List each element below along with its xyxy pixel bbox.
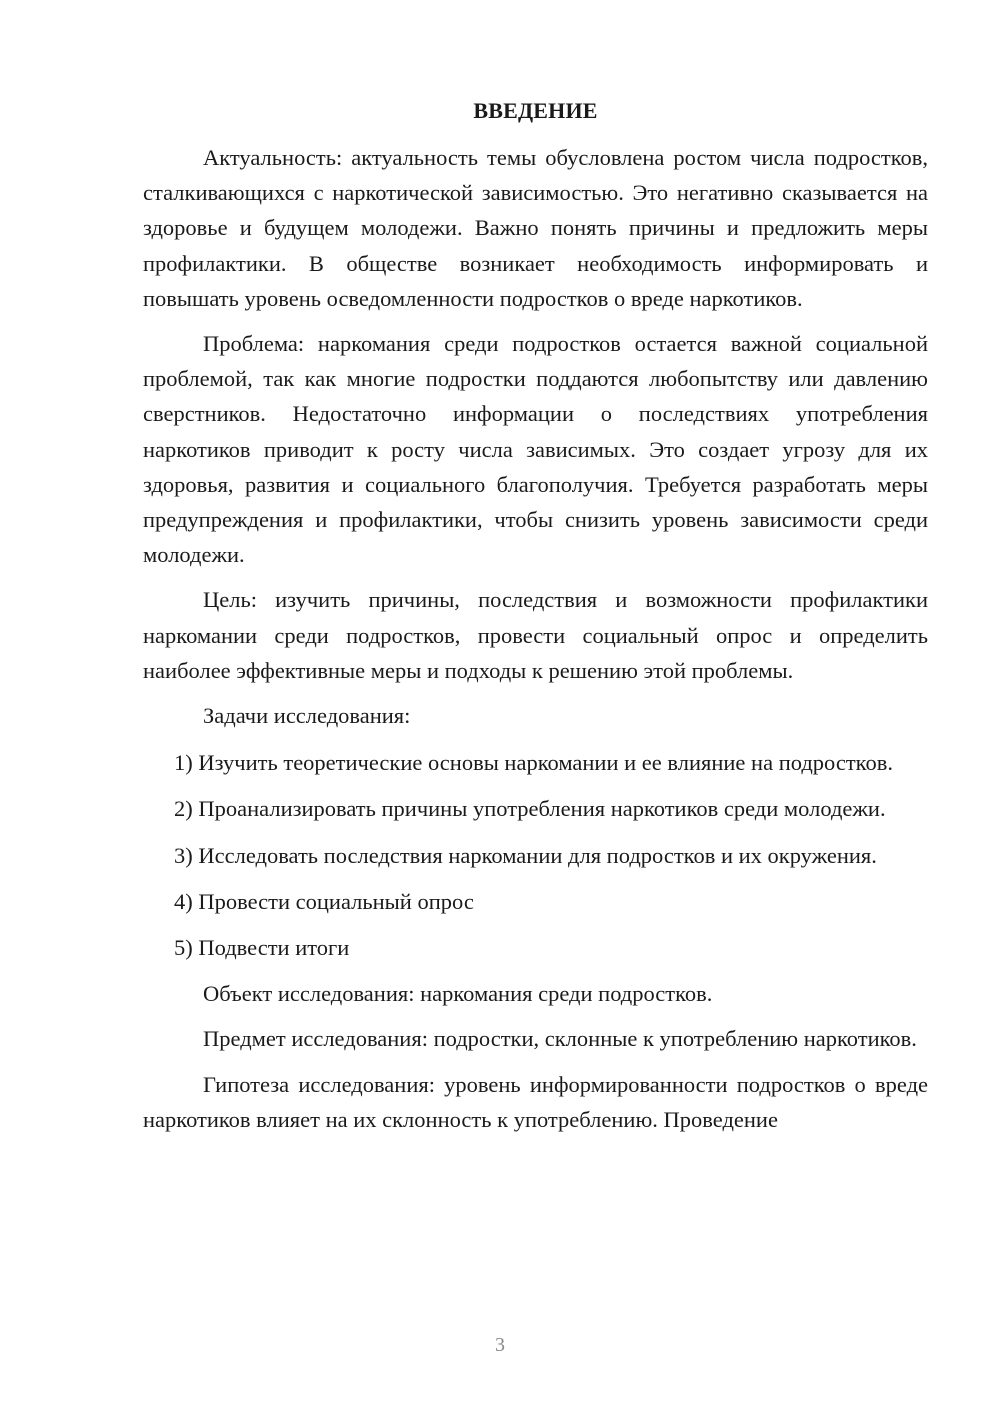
list-item-number: 5) (174, 935, 193, 961)
list-item (143, 838, 928, 873)
page-number: 3 (495, 1334, 505, 1356)
list-item-text: Исследовать последствия наркомании для подростков и их окружения. (198, 842, 877, 868)
list-item-text: Изучить теоретические основы наркомании и ее влияние на подростков. (198, 750, 893, 776)
list-item (143, 884, 928, 919)
list-item (143, 930, 928, 965)
paragraph-problem: Проблема: наркомания среди подростков остается важной социальной проблемой, так как многие подростки поддаются любопытству или давлению сверстников. Недостаточно информации о последствиях употребления наркотиков приводит к росту числа зависимых. Это создает угрозу для их здоровья, развития и социального благополучия. Требуется разработать меры предупреждения и профилактики, чтобы снизить уровень зависимости среди молодежи. (143, 331, 928, 568)
list-item-number: 4) (174, 888, 193, 914)
list-item-text: Провести социальный опрос (198, 888, 474, 914)
tasks-heading: Задачи исследования: (203, 703, 411, 729)
paragraph-relevance: Актуальность: актуальность темы обусловлена ростом числа подростков, сталкивающихся с наркотической зависимостью. Это негативно сказывается на здоровье и будущем молодежи. Важно понять причины и предложить меры профилактики. В обществе возникает необходимость информировать и повышать уровень осведомленности подростков о вреде наркотиков. (143, 145, 928, 311)
list-item (143, 745, 928, 780)
document-page (143, 96, 928, 1147)
list-item-number: 1) (174, 750, 193, 776)
paragraph-object: Объект исследования: наркомания среди подростков. (203, 981, 713, 1007)
paragraph-subject: Предмет исследования: подростки, склонные к употреблению наркотиков. (203, 1026, 917, 1052)
list-item (143, 791, 928, 826)
tasks-list (143, 745, 928, 965)
list-item-number: 2) (174, 796, 193, 822)
paragraph-goal: Цель: изучить причины, последствия и возможности профилактики наркомании среди подростков, провести социальный опрос и определить наиболее эффективные меры и подходы к решению этой проблемы. (143, 587, 928, 683)
list-item-number: 3) (174, 842, 193, 868)
paragraph-hypothesis: Гипотеза исследования: уровень информированности подростков о вреде наркотиков влияет на их склонность к употреблению. Проведение (143, 1071, 928, 1132)
section-title: ВВЕДЕНИЕ (473, 98, 598, 123)
list-item-text: Подвести итоги (198, 935, 350, 961)
list-item-text: Проанализировать причины употребления наркотиков среди молодежи. (198, 796, 886, 822)
